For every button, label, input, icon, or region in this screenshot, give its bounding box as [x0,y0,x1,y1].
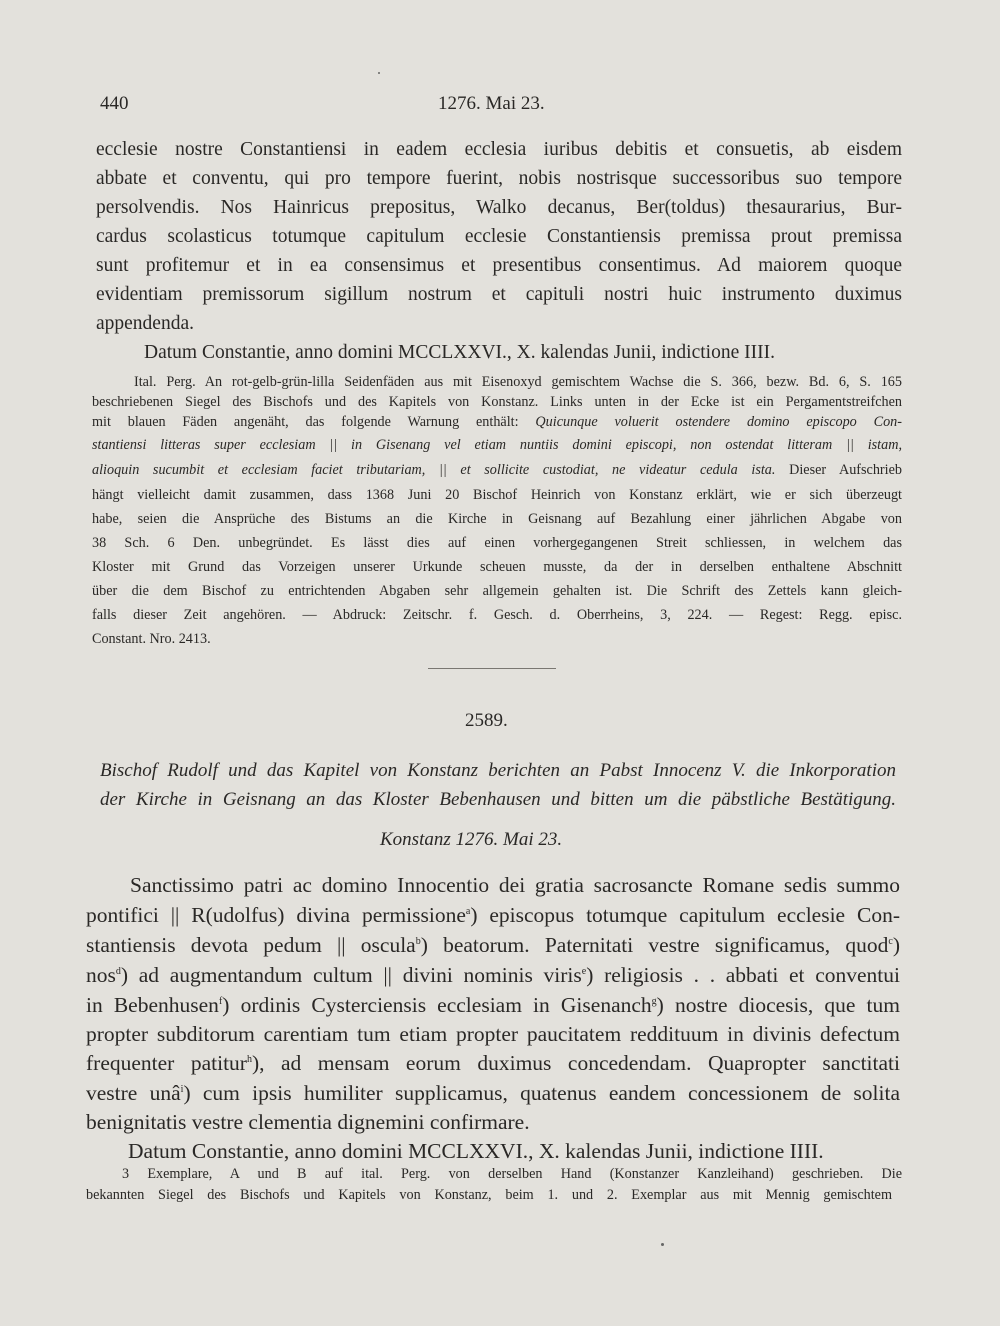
footnote-mark: d [115,965,121,977]
regest-line: Bischof Rudolf und das Kapitel von Konstanz berichten an Pabst Innocenz V. die Inkorporation [100,760,896,781]
charter-line: abbate et conventu, qui pro tempore fuerint, nobis nostrisque successoribus suo tempore [96,168,902,189]
charter-text-line: benignitatis vestre clementia dignemini confirmare. [86,1110,530,1134]
print-speck [661,1243,664,1246]
source-note-line: hängt vielleicht damit zusammen, dass 1368 Juni 20 Bischof Heinrich von Konstanz erklärt, wie er sich überzeugt [92,487,902,503]
footnote-mark: e [581,965,587,977]
source-note-line: 38 Sch. 6 Den. unbegründet. Es lässt dies auf einen vorhergegangenen Streit schliessen, in welchem das [92,535,902,551]
document-number: 2589. [465,710,508,731]
source-note-line: Constant. Nro. 2413. [92,631,211,647]
footnote-mark: f [218,995,223,1007]
charter-text-line: vestre unâ$^i$) cum ipsis humiliter supplicamus, quatenus eandem concessionem de solita [86,1081,900,1105]
footnote-mark: c [888,935,893,947]
footnote-mark: b [415,935,421,947]
charter-datum: Datum Constantie, anno domini MCCLXXVI., X. kalendas Junii, indictione IIII. [128,1139,824,1163]
running-head-date: 1276. Mai 23. [438,93,545,114]
source-note-line: bekannten Siegel des Bischofs und Kapitels von Konstanz, beim 1. und 2. Exemplar aus mit Mennig gemischtem [86,1187,892,1203]
charter-text-line: stantiensis devota pedum || oscula$^b$) beatorum. Paternitati vestre significamus, quod$^c$) [86,933,900,957]
place-date: Konstanz 1276. Mai 23. [380,829,563,850]
print-speck [378,72,380,74]
section-divider [428,668,556,669]
source-note-line: habe, seien die Ansprüche des Bistums an die Kirche in Geisnang auf Bezahlung einer jährlichen Abgabe von [92,511,902,527]
charter-line: cardus scolasticus totumque capitulum ecclesie Constantiensis premissa prout premissa [96,226,902,247]
charter-datum: Datum Constantie, anno domini MCCLXXVI., X. kalendas Junii, indictione IIII. [144,342,775,363]
source-note-line: falls dieser Zeit angehören. — Abdruck: Zeitschr. f. Gesch. d. Oberrheins, 3, 224. — Regest: Regg. episc. [92,607,902,623]
charter-text-line: propter subditorum carentiam tum etiam propter paucitatem reddituum in divinis defectum [86,1022,900,1046]
charter-line: appendenda. [96,313,194,334]
charter-line: ecclesie nostre Constantiensi in eadem ecclesia iuribus debitis et consuetis, ab eisdem [96,139,902,160]
source-note-line: beschriebenen Siegel des Bischofs und des Kapitels von Konstanz. Links unten in der Ecke ist ein Pergamentstreifchen [92,394,902,410]
charter-text-line: nos$^d$) ad augmentandum cultum || divini nominis viris$^e$) religiosis . . abbati et conventui [86,963,900,987]
source-note-line: alioquin sucumbit et ecclesiam faciet tributariam, || et sollicite custodiat, ne videatur cedula ista. Dieser Aufschrieb [92,462,902,478]
footnote-mark: i [180,1083,184,1095]
charter-line: evidentiam premissorum sigillum nostrum et capituli nostri huic instrumento duximus [96,284,902,305]
footnote-mark: g [651,995,657,1007]
charter-text-line: pontifici || R(udolfus) divina permissione$^a$) episcopus totumque capitulum ecclesie Con- [86,903,900,927]
footnote-mark: a [465,905,471,917]
source-note-line: 3 Exemplare, A und B auf ital. Perg. von derselben Hand (Konstanzer Kanzleihand) geschrieben. Die [122,1166,902,1182]
source-note-line: Kloster mit Grund das Vorzeigen unserer Urkunde scheuen musste, da der in derselben enthaltene Abschnitt [92,559,902,575]
charter-text-line: Sanctissimo patri ac domino Innocentio dei gratia sacrosancte Romane sedis summo [130,873,900,897]
charter-line: sunt profitemur et in ea consensimus et presentibus consentimus. Ad maiorem quoque [96,255,902,276]
source-note-line: über die dem Bischof zu entrichtenden Abgaben sehr allgemein gehalten ist. Die Schrift des Zettels kann gleich- [92,583,902,599]
charter-text-line: in Bebenhusen$^f$) ordinis Cysterciensis ecclesiam in Gisenanch$^g$) nostre diocesis, que tum [86,993,900,1017]
source-note-line: stantiensi litteras super ecclesiam || in Gisenang vel etiam nuntiis domini episcopi, non ostendat litteram || istam, [92,437,902,453]
charter-line: persolvendis. Nos Hainricus prepositus, Walko decanus, Ber(toldus) thesaurarius, Bur- [96,197,902,218]
regest-line: der Kirche in Geisnang an das Kloster Bebenhausen und bitten um die päbstliche Bestätigung. [100,789,896,810]
source-note-line: mit blauen Fäden angenäht, das folgende Warnung enthält: Quicunque voluerit ostendere domino episcopo Con- [92,414,902,430]
source-note-line: Ital. Perg. An rot-gelb-grün-lilla Seidenfäden aus mit Eisenoxyd gemischtem Wachse die S. 366, bezw. Bd. 6, S. 165 [134,374,902,390]
charter-text-line: frequenter patitur$^h$), ad mensam eorum duximus concedendam. Quapropter sanctitati [86,1051,900,1075]
page-number: 440 [100,93,129,114]
footnote-mark: h [246,1053,252,1065]
